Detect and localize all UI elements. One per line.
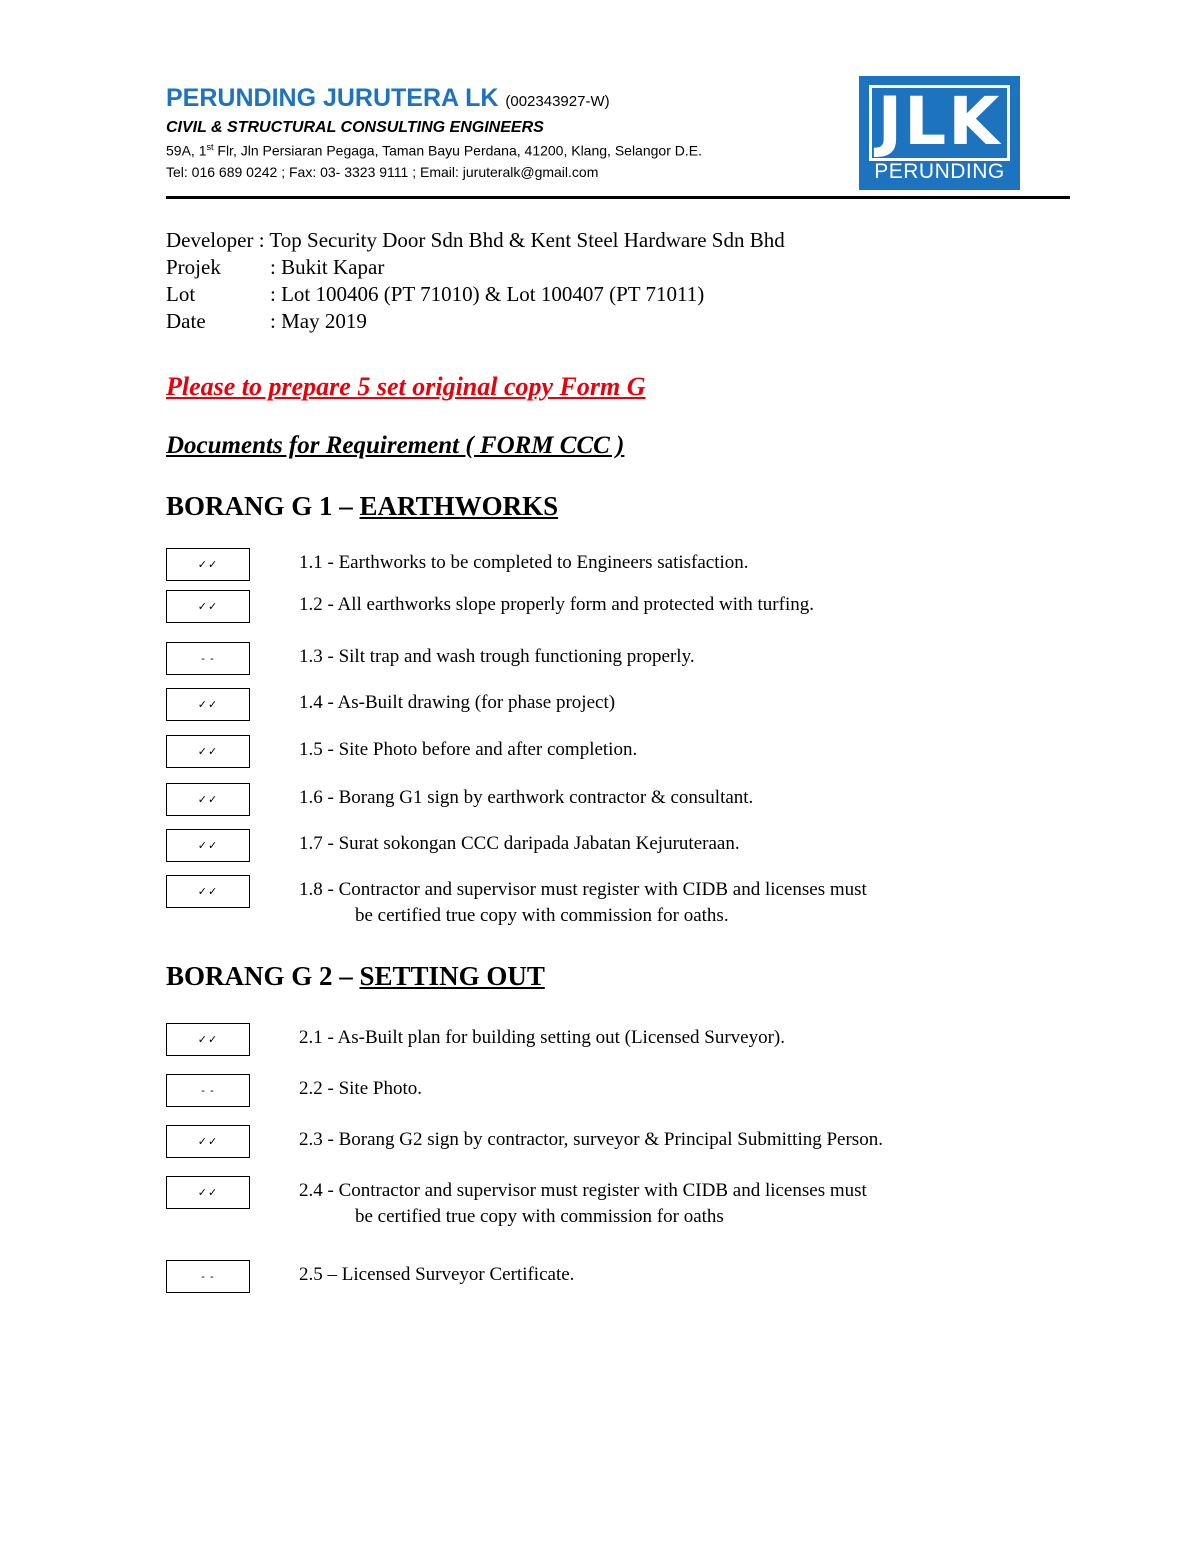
item-text: [299, 1025, 785, 1051]
firm-name: PERUNDING JURUTERA LK: [166, 84, 499, 112]
checkbox[interactable]: - -: [166, 642, 250, 675]
meta-value-projek: : Bukit Kapar: [270, 255, 385, 279]
meta-label-developer: Developer: [166, 228, 254, 252]
checkbox[interactable]: ✓✓: [166, 875, 250, 908]
checkbox[interactable]: ✓✓: [166, 1023, 250, 1056]
item-label: 1.1 - Earthworks to be completed to Engineers satisfaction.: [299, 552, 749, 573]
firm-address: [166, 142, 866, 159]
item-text: [299, 1076, 422, 1102]
meta-row-developer: [166, 227, 785, 254]
checkbox[interactable]: ✓✓: [166, 590, 250, 623]
section-name: SETTING OUT: [359, 961, 545, 991]
meta-value-date: : May 2019: [270, 309, 367, 333]
meta-label-lot: Lot: [166, 282, 196, 306]
item-label: 1.4 - As-Built drawing (for phase project): [299, 692, 616, 713]
checkbox[interactable]: ✓✓: [166, 548, 250, 581]
meta-label-projek: Projek: [166, 255, 221, 279]
address-rest: Flr, Jln Persiaran Pegaga, Taman Bayu Perdana, 41200, Klang, Selangor D.E.: [213, 142, 702, 159]
item-label: 2.4 - Contractor and supervisor must register with CIDB and licenses must: [299, 1180, 867, 1201]
documents-title: Documents for Requirement ( FORM CCC ): [166, 432, 625, 459]
item-text: [299, 877, 867, 929]
meta-label-date: Date: [166, 309, 206, 333]
item-text: [299, 644, 695, 670]
item-text: [299, 1262, 574, 1288]
item-label: 2.5 – Licensed Surveyor Certificate.: [299, 1264, 575, 1285]
checklist-item: [166, 590, 1066, 650]
checkbox[interactable]: - -: [166, 1074, 250, 1107]
checkbox[interactable]: ✓✓: [166, 829, 250, 862]
item-text: [299, 1127, 883, 1153]
project-details: [166, 227, 785, 335]
prepare-notice: Please to prepare 5 set original copy Form G: [166, 372, 646, 401]
item-label: 1.8 - Contractor and supervisor must register with CIDB and licenses must: [299, 879, 867, 900]
section-title-g2: [166, 961, 545, 992]
item-text: [299, 592, 814, 618]
meta-row-date: [166, 308, 785, 335]
meta-value-developer: : Top Security Door Sdn Bhd & Kent Steel Hardware Sdn Bhd: [258, 228, 785, 252]
item-label: 1.2 - All earthworks slope properly form and protected with turfing.: [299, 594, 814, 615]
item-continuation: be certified true copy with commission for oaths.: [355, 905, 729, 926]
address-ordinal: st: [206, 142, 214, 152]
item-text: [299, 1178, 867, 1230]
logo-frame: [869, 85, 1010, 161]
section-prefix: BORANG G 2 –: [166, 961, 360, 991]
item-label: 2.3 - Borang G2 sign by contractor, surveyor & Principal Submitting Person.: [299, 1129, 883, 1150]
section-name: EARTHWORKS: [359, 491, 559, 521]
checkbox[interactable]: ✓✓: [166, 1125, 250, 1158]
header-divider: [166, 196, 1070, 199]
address-start: 59A, 1: [166, 142, 207, 159]
company-logo: [859, 76, 1020, 190]
checkbox[interactable]: ✓✓: [166, 783, 250, 816]
item-label: 2.2 - Site Photo.: [299, 1078, 422, 1099]
meta-value-lot: : Lot 100406 (PT 71010) & Lot 100407 (PT 71011): [270, 282, 705, 306]
item-text: [299, 831, 740, 857]
checkbox[interactable]: ✓✓: [166, 735, 250, 768]
item-label: 2.1 - As-Built plan for building setting out (Licensed Surveyor).: [299, 1027, 786, 1048]
item-text: [299, 737, 637, 763]
checkbox[interactable]: - -: [166, 1260, 250, 1293]
item-label: 1.5 - Site Photo before and after completion.: [299, 739, 638, 760]
meta-row-projek: [166, 254, 785, 281]
item-label: 1.7 - Surat sokongan CCC daripada Jabatan Kejuruteraan.: [299, 833, 740, 854]
section-title-g1: [166, 491, 558, 522]
checkbox[interactable]: ✓✓: [166, 688, 250, 721]
item-text: [299, 690, 615, 716]
item-continuation: be certified true copy with commission for oaths: [355, 1206, 724, 1227]
logo-word: PERUNDING: [874, 160, 1005, 183]
checklist-item: [166, 875, 1066, 935]
letterhead: [166, 84, 866, 180]
firm-name-line: [166, 84, 866, 113]
section-prefix: BORANG G 1 –: [166, 491, 360, 521]
checklist-item: [166, 1260, 1066, 1320]
meta-row-lot: [166, 281, 785, 308]
item-text: [299, 785, 753, 811]
firm-contact: Tel: 016 689 0242 ; Fax: 03- 3323 9111 ; Email: juruteralk@gmail.com: [166, 163, 599, 180]
checkbox[interactable]: ✓✓: [166, 1176, 250, 1209]
logo-mark: JLK: [877, 83, 1002, 160]
checklist-item: [166, 1176, 1066, 1236]
item-text: [299, 550, 749, 576]
item-label: 1.6 - Borang G1 sign by earthwork contractor & consultant.: [299, 787, 754, 808]
firm-tagline: CIVIL & STRUCTURAL CONSULTING ENGINEERS: [166, 119, 544, 136]
item-label: 1.3 - Silt trap and wash trough functioning properly.: [299, 646, 695, 667]
firm-registration: (002343927-W): [505, 93, 610, 110]
